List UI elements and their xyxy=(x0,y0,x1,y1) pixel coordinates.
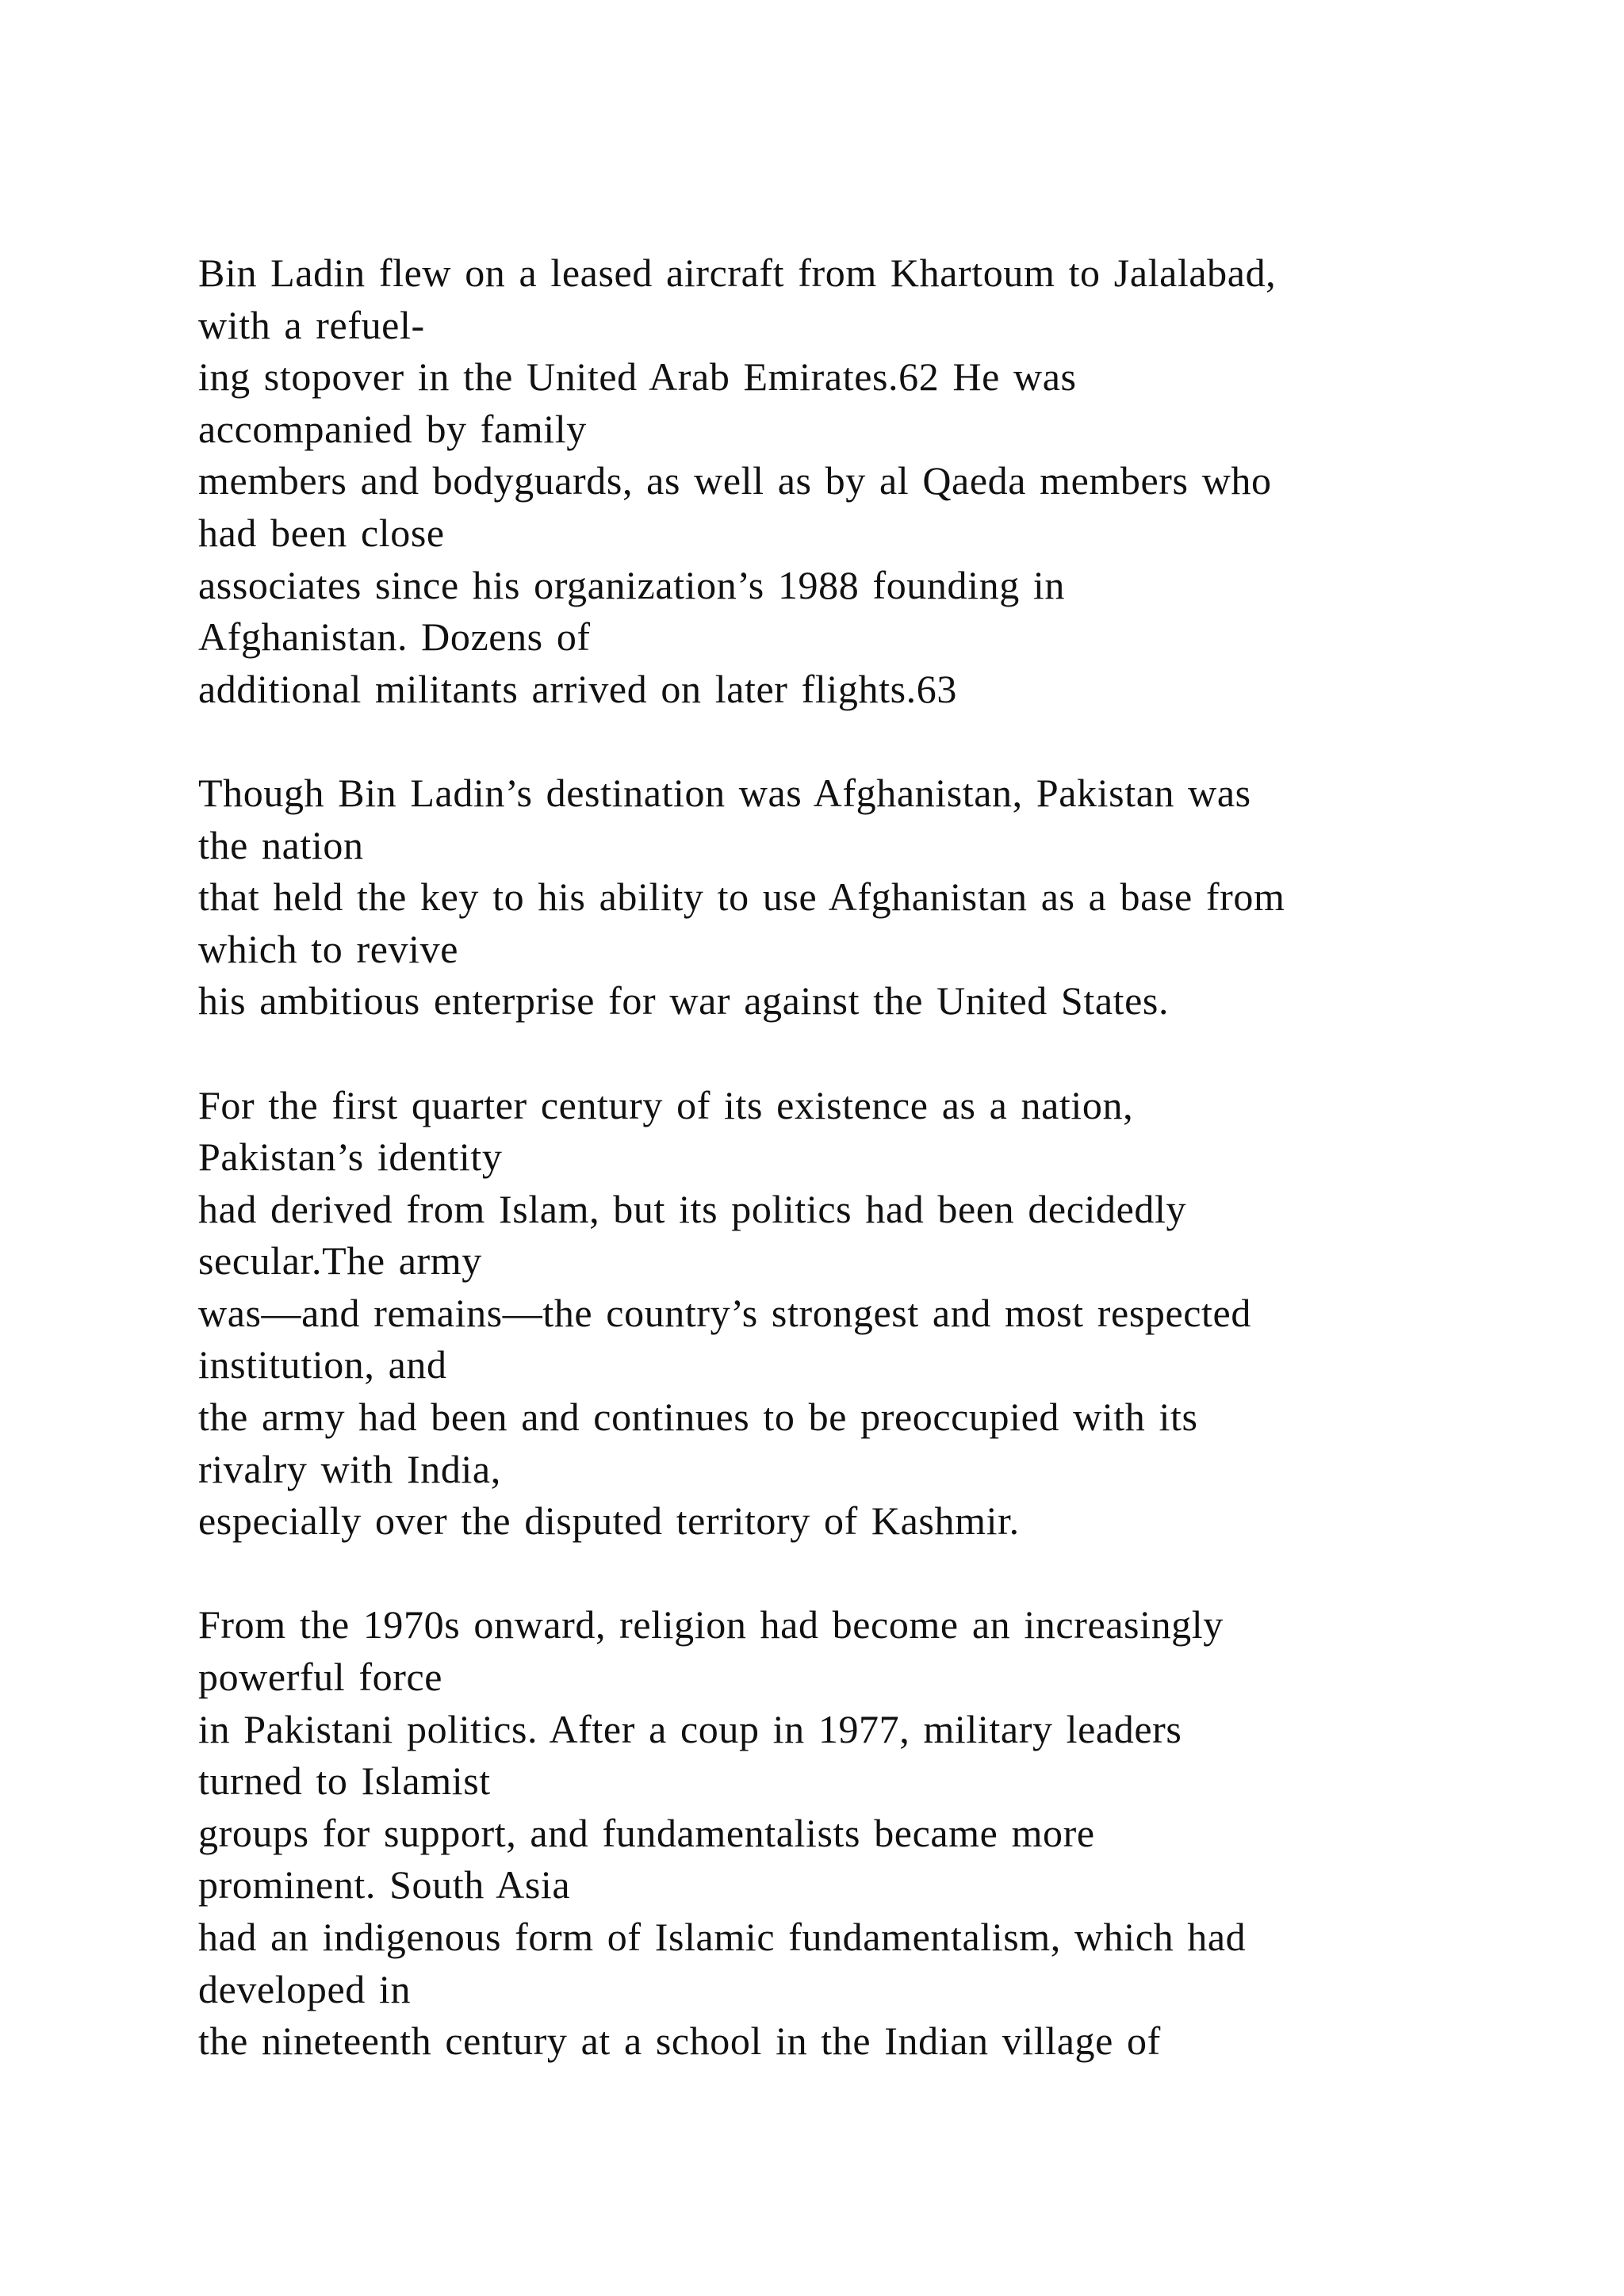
text-line: that held the key to his ability to use Afghanistan as a base from xyxy=(198,874,1285,920)
text-line: additional militants arrived on later flights.63 xyxy=(198,666,957,711)
text-line: prominent. South Asia xyxy=(198,1862,571,1908)
text-line: For the first quarter century of its existence as a nation, xyxy=(198,1082,1134,1127)
text-line: Bin Ladin flew on a leased aircraft from Khartoum to Jalalabad, xyxy=(198,251,1277,295)
text-line: institution, and xyxy=(198,1342,447,1387)
text-line: the army had been and continues to be preoccupied with its xyxy=(198,1395,1198,1440)
text-line: in Pakistani politics. After a coup in 1977, military leaders xyxy=(198,1706,1182,1751)
text-line: with a refuel- xyxy=(198,302,425,347)
text-line: which to revive xyxy=(198,926,459,971)
text-line: Afghanistan. Dozens of xyxy=(198,614,591,660)
text-line: secular.The army xyxy=(198,1238,482,1284)
paragraph-gap xyxy=(198,1548,1546,1600)
text-line: was—and remains—the country’s strongest and most respected xyxy=(198,1290,1251,1335)
body-text xyxy=(198,247,1546,2068)
paragraph xyxy=(198,1599,1546,2067)
paragraph-gap xyxy=(198,1027,1546,1080)
text-line: especially over the disputed territory of Kashmir. xyxy=(198,1498,1020,1544)
text-line: From the 1970s onward, religion had become an increasingly xyxy=(198,1602,1224,1647)
text-line: the nation xyxy=(198,822,364,867)
text-line: turned to Islamist xyxy=(198,1758,491,1804)
text-line: his ambitious enterprise for war against the United States. xyxy=(198,978,1170,1024)
text-line: groups for support, and fundamentalists became more xyxy=(198,1810,1095,1855)
text-line: powerful force xyxy=(198,1655,443,1700)
text-line: developed in xyxy=(198,1966,412,2011)
paragraph xyxy=(198,247,1546,715)
paragraph-gap xyxy=(198,715,1546,767)
text-line: Pakistan’s identity xyxy=(198,1135,503,1180)
text-line: ing stopover in the United Arab Emirates.62 He was xyxy=(198,354,1077,400)
text-line: associates since his organization’s 1988 founding in xyxy=(198,562,1065,607)
text-line: had an indigenous form of Islamic fundamentalism, which had xyxy=(198,1915,1247,1959)
text-line: Though Bin Ladin’s destination was Afghanistan, Pakistan was xyxy=(198,770,1251,815)
text-line: had been close xyxy=(198,510,445,555)
text-line: members and bodyguards, as well as by al Qaeda members who xyxy=(198,458,1272,503)
text-line: accompanied by family xyxy=(198,406,587,451)
paragraph xyxy=(198,767,1546,1027)
text-line: rivalry with India, xyxy=(198,1446,501,1491)
text-line: had derived from Islam, but its politics had been decidedly xyxy=(198,1186,1187,1231)
text-line: the nineteenth century at a school in the Indian village of xyxy=(198,2019,1161,2064)
paragraph xyxy=(198,1080,1546,1548)
